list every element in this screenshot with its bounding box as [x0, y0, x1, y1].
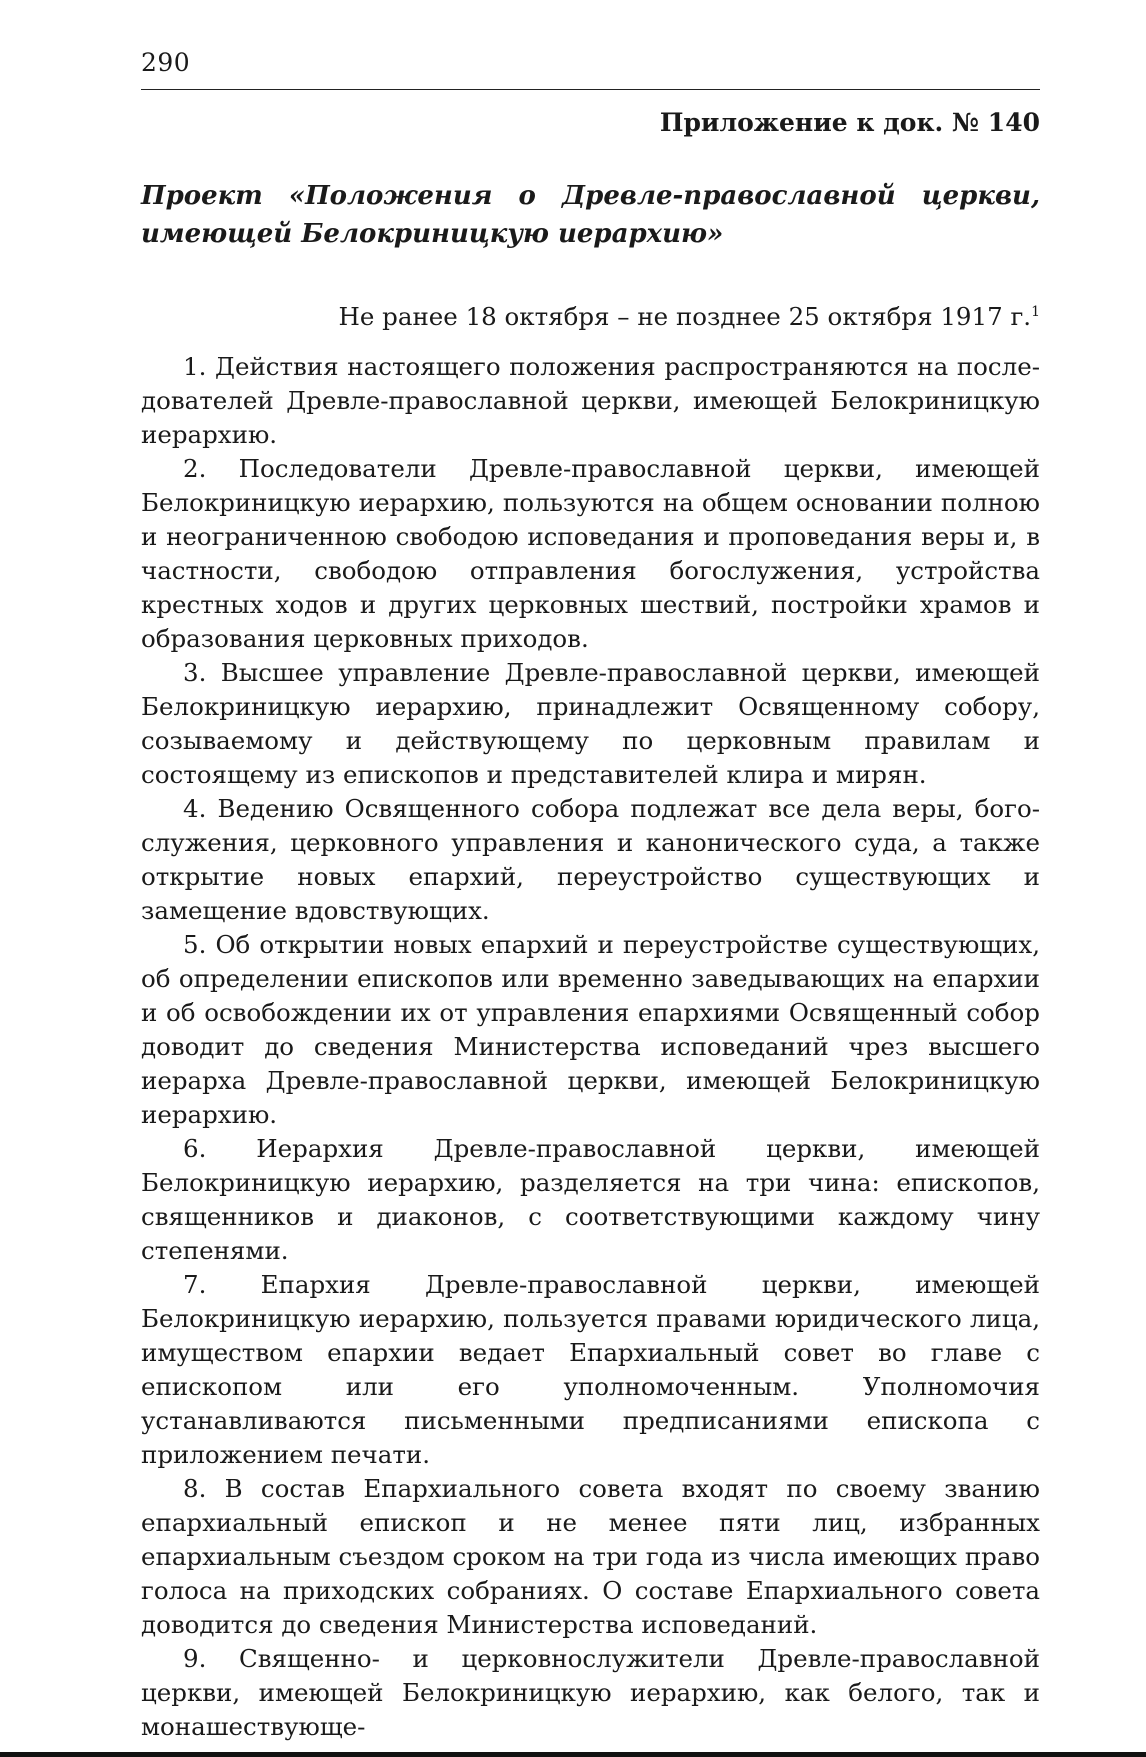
paragraph-2: 2. Последователи Древле-православной церкви, имеющей Белокриницкую иерархию, пользуются на общем основании полною и неограниченною свободою исповедания и проповедания веры и, в частности, свободою отправления богослужения, устройства крестных ходов и других церковных шествий, постройки храмов и образования церковных приходов. [141, 454, 1040, 653]
page-bottom-edge [0, 1752, 1146, 1757]
paragraph-4: 4. Ведению Освященного собора подлежат все дела веры, богослужения, церковного управления и канонического суда, а также открытие новых епархий, переустройство существующих и замещение вдовствующих. [141, 794, 1040, 925]
page-number: 290 [141, 48, 191, 77]
paragraph-3: 3. Высшее управление Древле-православной церкви, имеющей Белокриницкую иерархию, принадлежит Освященному собору, созываемому и действующему по церковным правилам и состоящему из епископов и представителей клира и мирян. [141, 658, 1040, 789]
paragraph-6: 6. Иерархия Древле-православной церкви, имеющей Белокриницкую иерархию, разделяется на три чина: епископов, священников и диаконов, с соответствующими каждому чину степенями. [141, 1134, 1040, 1265]
paragraph-9: 9. Священно- и церковнослужители Древле-православной церкви, имеющей Белокриницкую иерархию, как белого, так и монашествующе- [141, 1644, 1040, 1741]
paragraph-8: 8. В состав Епархиального совета входят по своему званию епархиальный епископ и не менее пяти лиц, избранных епархиальным съездом сроком на три года из числа имеющих право голоса на приходских собраниях. О составе Епархиального совета доводится до сведения Министерства исповеданий. [141, 1474, 1040, 1639]
appendix-title: Приложение к док. № 140 [659, 108, 1040, 137]
footnote-ref: 1 [1031, 304, 1040, 320]
date-text: Не ранее 18 октября – не позднее 25 октября 1917 г. [338, 302, 1032, 331]
body-text [141, 350, 1040, 1744]
document-title: Проект «Положения о Древле-православной церкви, имеющей Белокриницкую иерархию» [141, 181, 1040, 249]
paragraph-5: 5. Об открытии новых епархий и переустройстве существующих, об определении епископов или временно заведывающих на епархии и об освобождении их от управления епархиями Освященный собор доводит до сведения Министерства исповеданий чрез высшего иерарха Древле-православной церкви, имеющей Белокриницкую иерархию. [141, 930, 1040, 1129]
paragraph-1: 1. Действия настоящего положения распространяются на последователей Древле-православной церкви, имеющей Белокриницкую иерархию. [141, 352, 1040, 449]
header-rule [141, 89, 1040, 90]
document-date [339, 302, 1040, 331]
paragraph-7: 7. Епархия Древле-православной церкви, имеющей Белокриницкую иерархию, пользуется правами юридического лица, имуществом епархии ведает Епархиальный совет во главе с епископом или его уполномоченным. Уполномочия устанавливаются письменными предписаниями епископа с приложением печати. [141, 1270, 1040, 1469]
